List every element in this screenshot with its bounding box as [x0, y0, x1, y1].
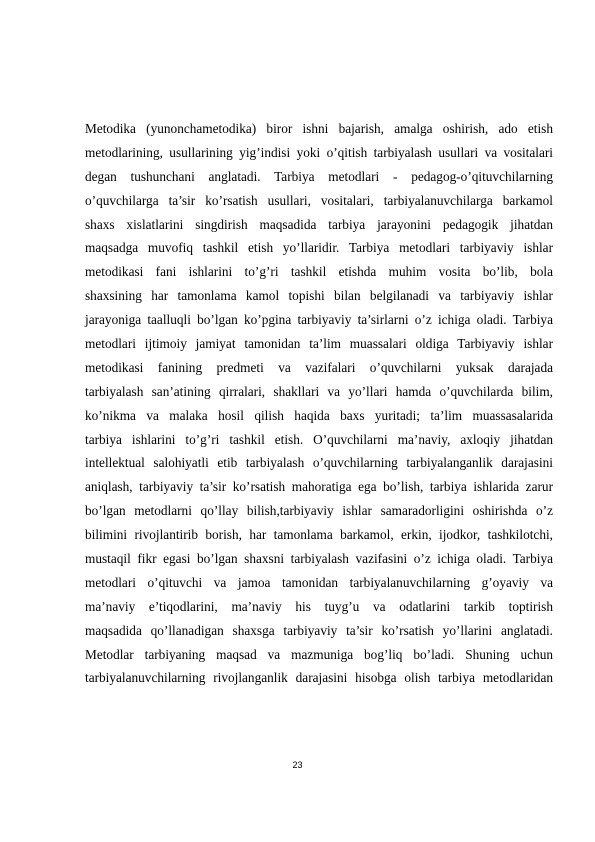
text-line: maqsadga muvofiq tashkil etish yo’llaridir. Tarbiya metodlari tarbiyaviy ishlar	[85, 240, 553, 256]
page-number: 23	[292, 760, 303, 770]
text-line: metodikasi fani ishlarini to’g’ri tashkil etishda muhim vosita bo’lib, bola	[85, 264, 553, 280]
text-line: tarbiyalanuvchilarning rivojlanganlik darajasini hisobga olish tarbiya metodlaridan	[85, 670, 553, 686]
text-line: bilimini rivojlantirib borish, har tamonlama barkamol, erkin, ijodkor, tashkilotchi,	[85, 527, 553, 543]
text-line: shaxsining har tamonlama kamol topishi bilan belgilanadi va tarbiyaviy ishlar	[85, 288, 553, 304]
text-line: metodlari ijtimoiy jamiyat tamonidan ta’lim muassalari oldiga Tarbiyaviy ishlar	[85, 336, 553, 352]
text-line: bo’lgan metodlarni qo’llay bilish,tarbiyaviy ishlar samaradorligini oshirishda o’z	[85, 503, 553, 519]
text-line: shaxs xislatlarini singdirish maqsadida tarbiya jarayonini pedagogik jihatdan	[85, 216, 553, 232]
text-line: metodlarining, usullarining yig’indisi yoki o’qitish tarbiyalash usullari va vositalari	[85, 144, 553, 160]
text-line: ko’nikma va malaka hosil qilish haqida baxs yuritadi; ta’lim muassasalarida	[85, 407, 553, 423]
text-line: Metodika (yunonchametodika) biror ishni bajarish, amalga oshirish, ado etish	[85, 121, 553, 136]
text-line: metodlari o’qituvchi va jamoa tamonidan tarbiyalanuvchilarning g’oyaviy va	[85, 574, 553, 590]
text-line: degan tushunchani anglatadi. Tarbiya metodlari - pedagog-o’qituvchilarning	[85, 168, 553, 184]
text-line: metodikasi fanining predmeti va vazifalari o’quvchilarni yuksak darajada	[85, 359, 553, 375]
text-line: intellektual salohiyatli etib tarbiyalash o’quvchilarning tarbiyalanganlik darajasini	[85, 455, 553, 471]
text-line: tarbiyalash san’atining qirralari, shakllari va yo’llari hamda o’quvchilarda bilim,	[85, 383, 553, 399]
text-line: Metodlar tarbiyaning maqsad va mazmuniga bog’liq bo’ladi. Shuning uchun	[85, 646, 553, 662]
text-line: aniqlash, tarbiyaviy ta’sir ko’rsatish mahoratiga ega bo’lish, tarbiya ishlarida zarur	[85, 479, 553, 495]
text-line: o’quvchilarga ta’sir ko’rsatish usullari, vositalari, tarbiyalanuvchilarga barkamol	[85, 192, 553, 208]
text-line: jarayoniga taalluqli bo’lgan ko’pgina tarbiyaviy ta’sirlarni o’z ichiga oladi. Tarbiya	[85, 312, 553, 328]
text-line: tarbiya ishlarini to’g’ri tashkil etish. O’quvchilarni ma’naviy, axloqiy jihatdan	[85, 431, 553, 447]
text-line: ma’naviy e’tiqodlarini, ma’naviy his tuyg’u va odatlarini tarkib toptirish	[85, 598, 553, 614]
body-paragraph	[85, 117, 553, 690]
text-line: maqsadida qo’llanadigan shaxsga tarbiyaviy ta’sir ko’rsatish yo’llarini anglatadi.	[85, 622, 553, 638]
text-line: mustaqil fikr egasi bo’lgan shaxsni tarbiyalash vazifasini o’z ichiga oladi. Tarbiya	[85, 551, 553, 567]
